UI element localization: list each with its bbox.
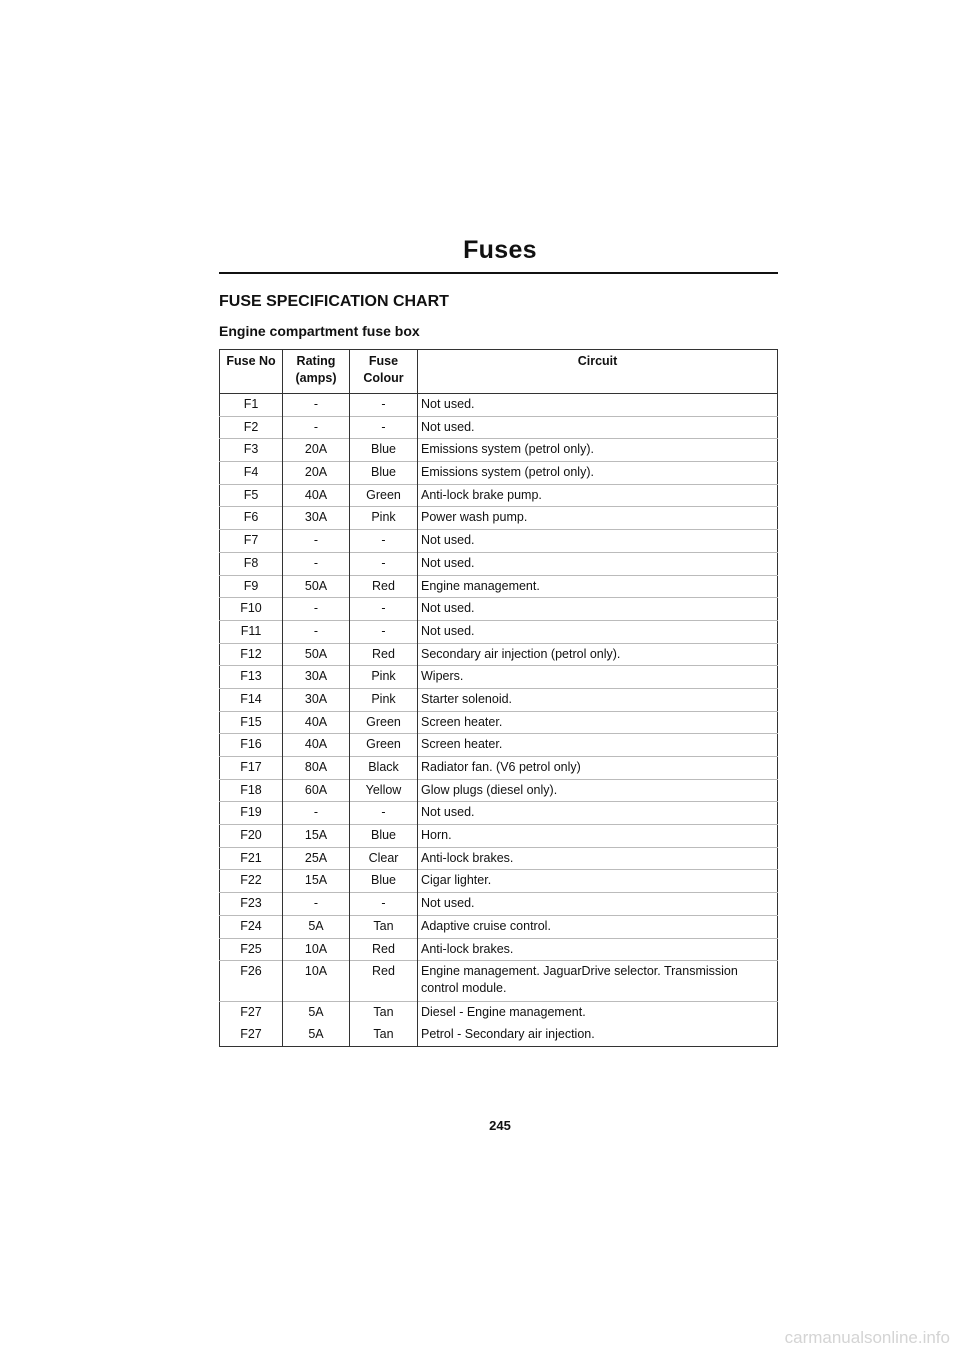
- table-body: [220, 394, 778, 1047]
- fuse-colour: -: [350, 394, 418, 417]
- fuse-number: F18: [220, 779, 283, 802]
- fuse-rating: 40A: [283, 711, 350, 734]
- fuse-circuit: Horn.: [418, 825, 778, 848]
- fuse-colour: Blue: [350, 462, 418, 485]
- table-row: [220, 416, 778, 439]
- fuse-rating: 15A: [283, 870, 350, 893]
- fuse-circuit: Petrol - Secondary air injection.: [418, 1024, 778, 1046]
- table-row: [220, 1024, 778, 1046]
- table-row: [220, 598, 778, 621]
- fuse-number: F14: [220, 688, 283, 711]
- fuse-circuit: Anti-lock brakes.: [418, 847, 778, 870]
- watermark: carmanualsonline.info: [784, 1328, 950, 1347]
- fuse-number: F26: [220, 961, 283, 1002]
- fuse-circuit: Screen heater.: [418, 711, 778, 734]
- fuse-circuit: Not used.: [418, 893, 778, 916]
- fuse-circuit: Engine management. JaguarDrive selector. Transmission control module.: [418, 961, 778, 1002]
- fuse-colour: Green: [350, 711, 418, 734]
- table-row: [220, 552, 778, 575]
- fuse-number: F17: [220, 757, 283, 780]
- table-row: [220, 915, 778, 938]
- fuse-rating: 10A: [283, 938, 350, 961]
- fuse-rating: 40A: [283, 734, 350, 757]
- page-number: 245: [489, 1118, 511, 1133]
- fuse-circuit: Cigar lighter.: [418, 870, 778, 893]
- table-row: [220, 893, 778, 916]
- fuse-circuit: Engine management.: [418, 575, 778, 598]
- fuse-circuit: Not used.: [418, 620, 778, 643]
- fuse-rating: -: [283, 394, 350, 417]
- fuse-number: F24: [220, 915, 283, 938]
- fuse-colour: -: [350, 416, 418, 439]
- fuse-circuit: Not used.: [418, 416, 778, 439]
- header-rating-text: Rating (amps): [295, 354, 337, 385]
- fuse-rating: -: [283, 802, 350, 825]
- fuse-rating: 5A: [283, 915, 350, 938]
- fuse-rating: -: [283, 598, 350, 621]
- fuse-circuit: Not used.: [418, 530, 778, 553]
- fuse-number: F2: [220, 416, 283, 439]
- fuse-specification-table: [219, 349, 778, 1047]
- table-row: [220, 1002, 778, 1024]
- fuse-circuit: Not used.: [418, 552, 778, 575]
- table-row: [220, 847, 778, 870]
- header-rating: [283, 350, 350, 394]
- header-fuse-colour-text: Fuse Colour: [363, 354, 404, 385]
- fuse-rating: 5A: [283, 1002, 350, 1024]
- table-header-row: [220, 350, 778, 394]
- fuse-colour: Red: [350, 643, 418, 666]
- fuse-colour: Pink: [350, 507, 418, 530]
- fuse-rating: 30A: [283, 666, 350, 689]
- fuse-colour: -: [350, 893, 418, 916]
- fuse-number: F9: [220, 575, 283, 598]
- fuse-number: F6: [220, 507, 283, 530]
- fuse-circuit: Screen heater.: [418, 734, 778, 757]
- fuse-number: F5: [220, 484, 283, 507]
- table-row: [220, 870, 778, 893]
- fuse-number: F22: [220, 870, 283, 893]
- fuse-circuit: Diesel - Engine management.: [418, 1002, 778, 1024]
- fuse-rating: -: [283, 530, 350, 553]
- fuse-circuit: Adaptive cruise control.: [418, 915, 778, 938]
- fuse-colour: Blue: [350, 870, 418, 893]
- fuse-colour: Red: [350, 575, 418, 598]
- table-row: [220, 757, 778, 780]
- table-row: [220, 779, 778, 802]
- fuse-number: F13: [220, 666, 283, 689]
- fuse-number: F4: [220, 462, 283, 485]
- section-title: FUSE SPECIFICATION CHART: [219, 293, 449, 310]
- fuse-number: F25: [220, 938, 283, 961]
- table-row: [220, 575, 778, 598]
- fuse-circuit: Not used.: [418, 598, 778, 621]
- fuse-number: F11: [220, 620, 283, 643]
- fuse-colour: -: [350, 620, 418, 643]
- fuse-colour: Green: [350, 484, 418, 507]
- fuse-rating: 15A: [283, 825, 350, 848]
- header-circuit: Circuit: [418, 350, 778, 394]
- table-row: [220, 530, 778, 553]
- fuse-number: F23: [220, 893, 283, 916]
- fuse-rating: -: [283, 552, 350, 575]
- fuse-rating: 30A: [283, 688, 350, 711]
- fuse-circuit: Emissions system (petrol only).: [418, 439, 778, 462]
- fuse-number: F15: [220, 711, 283, 734]
- fuse-rating: -: [283, 620, 350, 643]
- page-header-title: Fuses: [463, 236, 537, 264]
- table-row: [220, 439, 778, 462]
- fuse-colour: Clear: [350, 847, 418, 870]
- table-row: [220, 620, 778, 643]
- fuse-rating: 40A: [283, 484, 350, 507]
- fuse-rating: 50A: [283, 643, 350, 666]
- fuse-colour: Yellow: [350, 779, 418, 802]
- fuse-circuit: Not used.: [418, 802, 778, 825]
- fuse-number: F3: [220, 439, 283, 462]
- header-fuse-colour: [350, 350, 418, 394]
- fuse-number: F27: [220, 1002, 283, 1024]
- fuse-rating: 50A: [283, 575, 350, 598]
- table-row: [220, 961, 778, 1002]
- table-row: [220, 507, 778, 530]
- table-row: [220, 938, 778, 961]
- fuse-colour: Black: [350, 757, 418, 780]
- fuse-rating: 30A: [283, 507, 350, 530]
- fuse-circuit: Anti-lock brakes.: [418, 938, 778, 961]
- fuse-number: F12: [220, 643, 283, 666]
- fuse-colour: Tan: [350, 1002, 418, 1024]
- fuse-rating: -: [283, 893, 350, 916]
- fuse-number: F21: [220, 847, 283, 870]
- table-row: [220, 711, 778, 734]
- fuse-colour: -: [350, 530, 418, 553]
- fuse-number: F7: [220, 530, 283, 553]
- fuse-colour: Blue: [350, 439, 418, 462]
- table-row: [220, 802, 778, 825]
- table-row: [220, 688, 778, 711]
- fuse-number: F27: [240, 1026, 262, 1041]
- fuse-circuit: Radiator fan. (V6 petrol only): [418, 757, 778, 780]
- fuse-colour: Pink: [350, 666, 418, 689]
- fuse-colour: -: [350, 598, 418, 621]
- sub-title: Engine compartment fuse box: [219, 323, 420, 339]
- fuse-rating: 20A: [283, 439, 350, 462]
- fuse-circuit: Starter solenoid.: [418, 688, 778, 711]
- fuse-number: F1: [243, 397, 259, 411]
- fuse-number: F20: [220, 825, 283, 848]
- fuse-number: F8: [220, 552, 283, 575]
- fuse-rating: 5A: [283, 1024, 350, 1046]
- fuse-rating: 80A: [283, 757, 350, 780]
- fuse-colour: Red: [350, 938, 418, 961]
- fuse-colour: -: [350, 552, 418, 575]
- fuse-circuit: Wipers.: [418, 666, 778, 689]
- fuse-colour: Green: [350, 734, 418, 757]
- fuse-number: F19: [220, 802, 283, 825]
- fuse-circuit: Not used.: [418, 394, 778, 417]
- fuse-number: F16: [220, 734, 283, 757]
- fuse-colour: Red: [350, 961, 418, 1002]
- fuse-number: F10: [220, 598, 283, 621]
- fuse-rating: 20A: [283, 462, 350, 485]
- table-row: [220, 462, 778, 485]
- fuse-colour: Tan: [350, 1024, 418, 1046]
- fuse-rating: 10A: [283, 961, 350, 1002]
- fuse-circuit: Glow plugs (diesel only).: [418, 779, 778, 802]
- fuse-circuit: Emissions system (petrol only).: [418, 462, 778, 485]
- fuse-circuit: Anti-lock brake pump.: [418, 484, 778, 507]
- header-divider: [219, 272, 778, 274]
- fuse-colour: -: [350, 802, 418, 825]
- fuse-colour: Pink: [350, 688, 418, 711]
- fuse-rating: 25A: [283, 847, 350, 870]
- fuse-colour: Tan: [350, 915, 418, 938]
- table-row: [220, 666, 778, 689]
- table-row: [220, 394, 778, 417]
- table-row: [220, 825, 778, 848]
- fuse-circuit: Power wash pump.: [418, 507, 778, 530]
- fuse-circuit: Secondary air injection (petrol only).: [418, 643, 778, 666]
- fuse-rating: -: [283, 416, 350, 439]
- fuse-rating: 60A: [283, 779, 350, 802]
- header-fuse-no: Fuse No: [220, 350, 283, 394]
- fuse-colour: Blue: [350, 825, 418, 848]
- table-row: [220, 484, 778, 507]
- table-row: [220, 734, 778, 757]
- table-row: [220, 643, 778, 666]
